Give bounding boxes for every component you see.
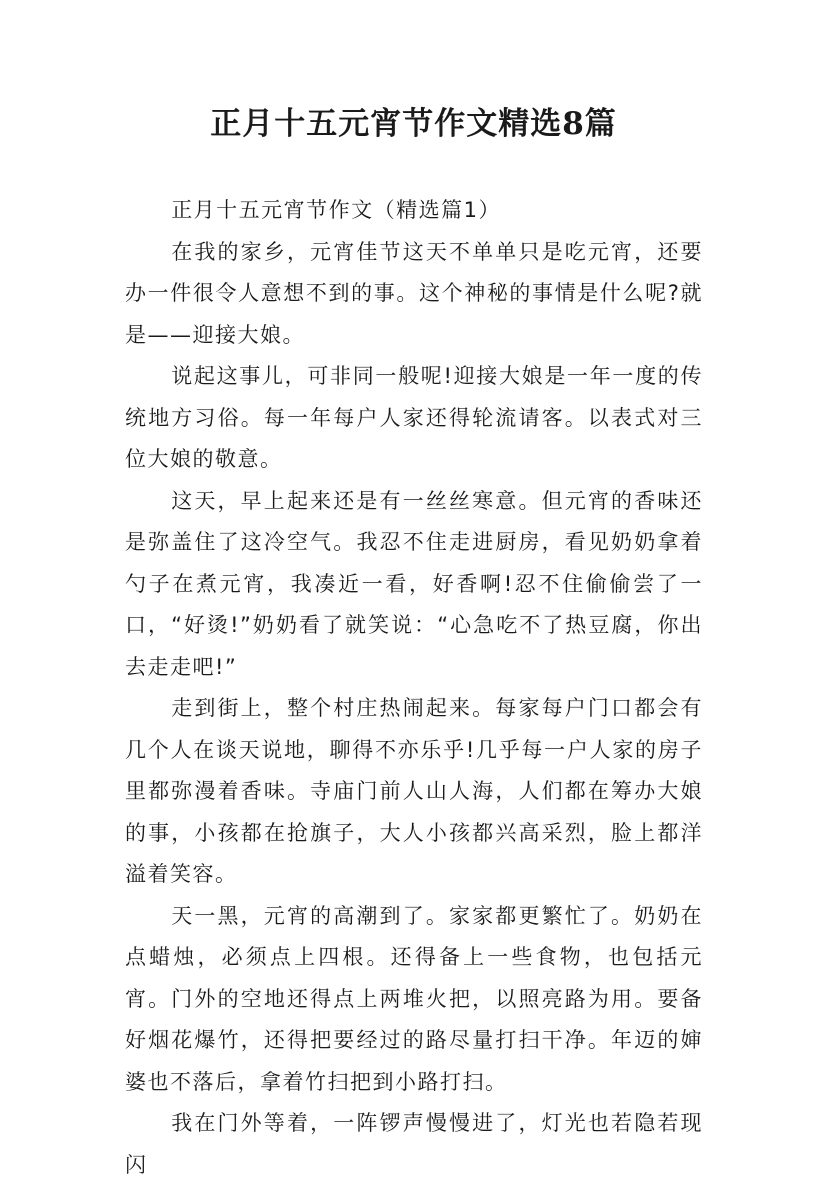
paragraph-1: 在我的家乡，元宵佳节这天不单单只是吃元宵，还要办一件很令人意想不到的事。这个神秘的事情是什么呢?就是——迎接大娘。 — [125, 239, 703, 347]
paragraph-6: 我在门外等着，一阵锣声慢慢进了，灯光也若隐若现闪 — [125, 1111, 703, 1177]
document-body — [125, 190, 703, 1186]
paragraph-4: 走到街上，整个村庄热闹起来。每家每户门口都会有几个人在谈天说地，聊得不亦乐乎!几乎每一户人家的房子里都弥漫着香味。寺庙门前人山人海，人们都在筹办大娘的事，小孩都在抢旗子，大人小孩都兴高采烈，脸上都洋溢着笑容。 — [125, 696, 703, 886]
section-heading: 正月十五元宵节作文（精选篇1） — [171, 198, 502, 222]
paragraph-2: 说起这事儿，可非同一般呢!迎接大娘是一年一度的传统地方习俗。每一年每户人家还得轮流请客。以表式对三位大娘的敬意。 — [125, 364, 703, 471]
paragraph-5: 天一黑，元宵的高潮到了。家家都更繁忙了。奶奶在点蜡烛，必须点上四根。还得备上一些食物，也包括元宵。门外的空地还得点上两堆火把，以照亮路为用。要备好烟花爆竹，还得把要经过的路尽量打扫干净。年迈的婶婆也不落后，拿着竹扫把到小路打扫。 — [125, 903, 703, 1094]
paragraph-3: 这天，早上起来还是有一丝丝寒意。但元宵的香味还是弥盖住了这冷空气。我忍不住走进厨房，看见奶奶拿着勺子在煮元宵，我凑近一看，好香啊!忍不住偷偷尝了一口，“好烫!”奶奶看了就笑说：“心急吃不了热豆腐，你出去走走吧!” — [125, 488, 703, 679]
document-title: 正月十五元宵节作文精选8篇 — [210, 106, 617, 142]
